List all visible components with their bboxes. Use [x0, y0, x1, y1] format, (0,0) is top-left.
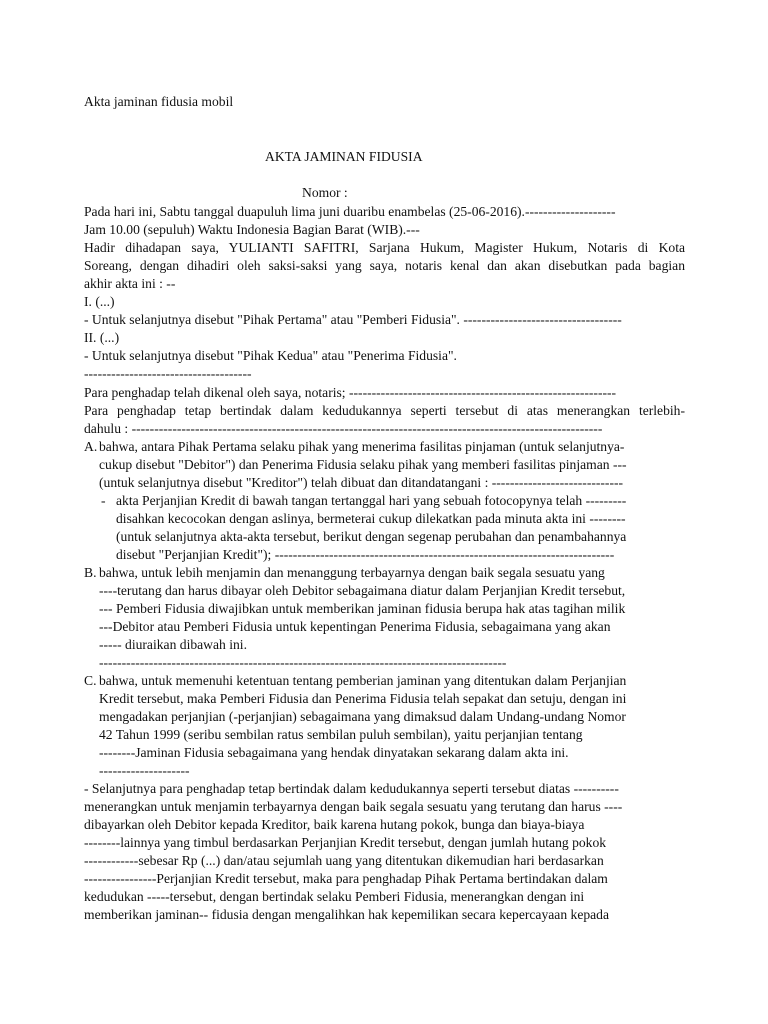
text-line: dahulu : --------------------------------------------------------------------------------------------------------: [84, 421, 603, 436]
text-line: --- Pemberi Fidusia diwajibkan untuk memberikan jaminan fidusia berupa hak atas tagihan milik: [99, 601, 626, 616]
text-line: - Untuk selanjutnya disebut "Pihak Kedua" atau "Penerima Fidusia".: [84, 348, 457, 363]
text-line: Para penghadap telah dikenal oleh saya, notaris; -----------------------------------------------------------: [84, 385, 617, 400]
text-line: memberikan jaminan-- fidusia dengan mengalihkan hak kepemilikan secara kepercayaan kepada: [84, 907, 610, 922]
item-marker-c: C.: [84, 673, 97, 688]
text-line: cukup disebut "Debitor") dan Penerima Fidusia selaku pihak yang memberi fasilitas pinjaman ---: [99, 457, 627, 472]
text-line: ------------------------------------------------------------------------------------------: [99, 655, 507, 670]
text-line: - Selanjutnya para penghadap tetap bertindak dalam kedudukannya seperti tersebut diatas ----------: [84, 781, 619, 796]
item-marker-b: B.: [84, 565, 97, 580]
text-line: - Untuk selanjutnya disebut "Pihak Pertama" atau "Pemberi Fidusia". -----------------------------------: [84, 312, 622, 327]
text-line: ------------sebesar Rp (...) dan/atau sejumlah uang yang ditentukan dikemudian hari berdasarkan: [84, 853, 604, 868]
text-line: ----------------Perjanjian Kredit tersebut, maka para penghadap Pihak Pertama bertindakan dalam: [84, 871, 608, 886]
text-line: Hadir dihadapan saya, YULIANTI SAFITRI, Sarjana Hukum, Magister Hukum, Notaris di Kota: [84, 240, 685, 255]
text-line: (untuk selanjutnya akta-akta tersebut, berikut dengan segenap perubahan dan penambahannya: [116, 529, 627, 544]
text-line: Jam 10.00 (sepuluh) Waktu Indonesia Bagian Barat (WIB).---: [84, 222, 420, 237]
text-line: Soreang, dengan dihadiri oleh saksi-saksi yang saya, notaris kenal dan akan disebutkan pada bagian: [84, 258, 685, 273]
text-line: akta Perjanjian Kredit di bawah tangan tertanggal hari yang sebuah fotocopynya telah ---------: [116, 493, 627, 508]
text-line: kedudukan -----tersebut, dengan bertindak selaku Pemberi Fidusia, menerangkan dengan ini: [84, 889, 585, 904]
text-line: mengadakan perjanjian (-perjanjian) sebagaimana yang dimaksud dalam Undang-undang Nomor: [99, 709, 626, 724]
text-line: (untuk selanjutnya disebut "Kreditor") telah dibuat dan ditandatangani : -----------------------------: [99, 475, 624, 490]
text-line: --------lainnya yang timbul berdasarkan Perjanjian Kredit tersebut, dengan jumlah hutang pokok: [84, 835, 607, 850]
deed-title: AKTA JAMINAN FIDUSIA: [265, 149, 423, 164]
text-line: II. (...): [84, 330, 120, 345]
text-line: 42 Tahun 1999 (seribu sembilan ratus sembilan puluh sembilan), yaitu perjanjian tentang: [99, 727, 583, 742]
item-marker-a: A.: [84, 439, 98, 454]
text-line: I. (...): [84, 294, 115, 309]
text-line: Kredit tersebut, maka Pemberi Fidusia dan Penerima Fidusia telah sepakat dan setuju, dengan ini: [99, 691, 627, 706]
text-line: disahkan kecocokan dengan aslinya, bermeterai cukup dilekatkan pada minuta akta ini --------: [116, 511, 626, 526]
text-line: --------------------: [99, 763, 190, 778]
text-line: ----- diuraikan dibawah ini.: [99, 637, 247, 652]
text-line: ---Debitor atau Pemberi Fidusia untuk kepentingan Penerima Fidusia, sebagaimana yang akan: [99, 619, 611, 634]
text-line: Para penghadap tetap bertindak dalam kedudukannya seperti tersebut di atas menerangkan terlebih-: [84, 403, 685, 418]
text-line: -------------------------------------: [84, 366, 252, 381]
text-line: --------Jaminan Fidusia sebagaimana yang hendak dinyatakan sekarang dalam akta ini.: [99, 745, 569, 760]
text-line: Pada hari ini, Sabtu tanggal duapuluh lima juni duaribu enambelas (25-06-2016).--------------------: [84, 204, 616, 219]
text-line: bahwa, antara Pihak Pertama selaku pihak yang menerima fasilitas pinjaman (untuk selanjutnya-: [99, 439, 625, 454]
deed-number: Nomor :: [302, 185, 348, 200]
sub-item-dash: -: [101, 493, 106, 508]
text-line: disebut "Perjanjian Kredit"); ---------------------------------------------------------------------------: [116, 547, 615, 562]
text-line: menerangkan untuk menjamin terbayarnya dengan baik segala sesuatu yang terutang dan harus ----: [84, 799, 623, 814]
text-line: bahwa, untuk lebih menjamin dan menanggung terbayarnya dengan baik segala sesuatu yang: [99, 565, 605, 580]
document-heading: Akta jaminan fidusia mobil: [84, 94, 234, 109]
text-line: akhir akta ini : --: [84, 276, 176, 291]
text-line: ----terutang dan harus dibayar oleh Debitor sebagaimana diatur dalam Perjanjian Kredit tersebut,: [99, 583, 626, 598]
text-line: dibayarkan oleh Debitor kepada Kreditor, baik karena hutang pokok, bunga dan biaya-biaya: [84, 817, 585, 832]
text-line: bahwa, untuk memenuhi ketentuan tentang pemberian jaminan yang ditentukan dalam Perjanjian: [99, 673, 627, 688]
